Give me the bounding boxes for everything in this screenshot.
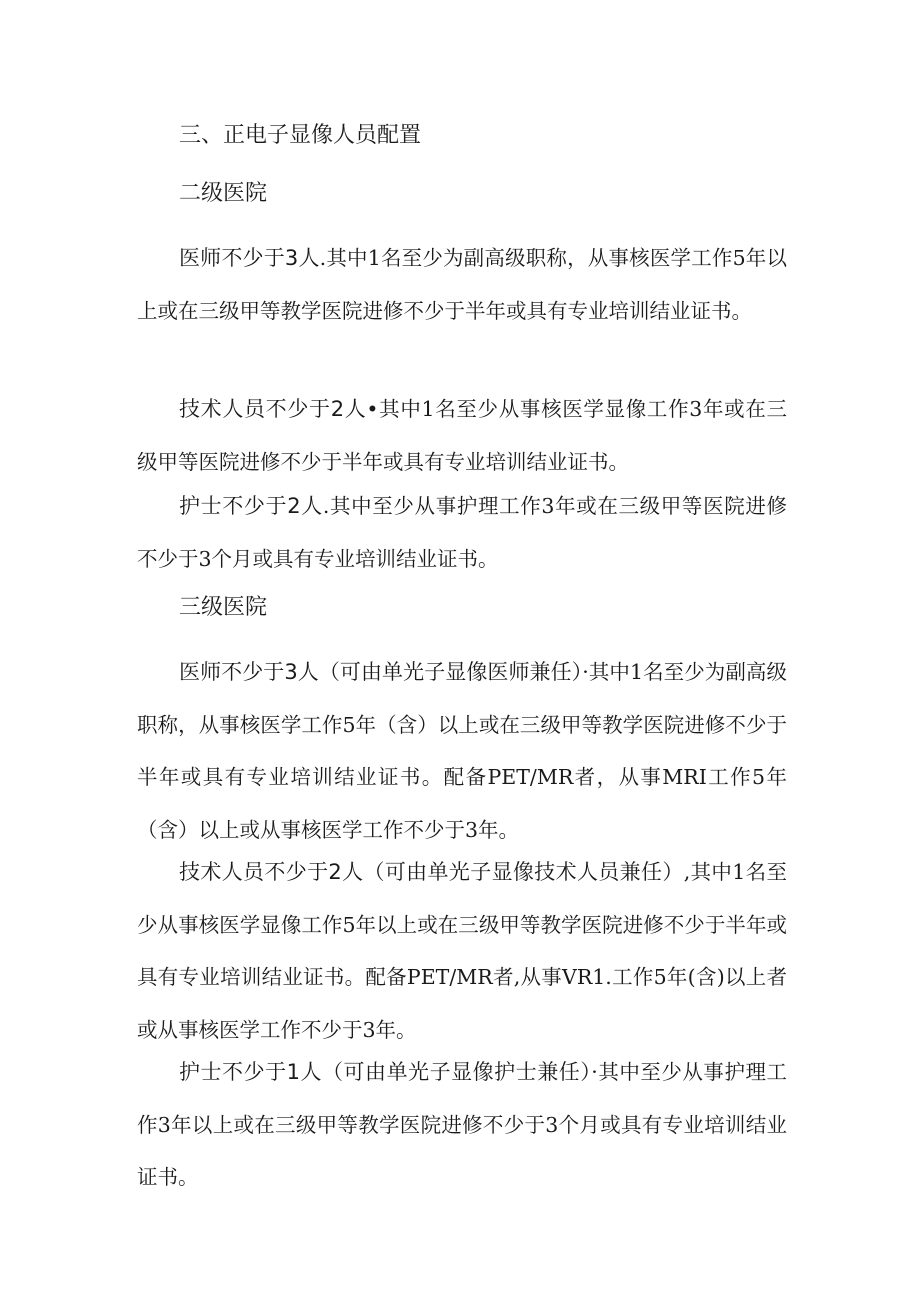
paragraph-lead: 技术人员不少于2人: [179, 397, 367, 421]
paragraph-text: ·其中1名至少为副高级职称，从事核医学工作5年（含）以上或在三级甲等教学医院进修不少于半年或具有专业培训结业证书。配备PET/MR者，从事MRI工作5年（含）以上或从事核医学工作不少于3年。: [137, 660, 788, 842]
paragraph-lead: 护士不少于1人（可由单光子显像护士兼任）: [179, 1060, 592, 1084]
paragraph-text: •其中1名至少从事核医学显像工作3年或在三级甲等医院进修不少于半年或具有专业培训结业证书。: [137, 397, 787, 474]
section-title: 三、正电子显像人员配置: [179, 123, 422, 148]
paragraph-lead: 技术人员不少于2人（可由单光子显像技术人员兼任）: [179, 860, 684, 884]
paragraph-lead: 医师不少于3人（可由单光子显像医师兼任）: [179, 660, 583, 684]
paragraph-lead: 护士不少于2人: [179, 494, 323, 518]
paragraph-lead: 医师不少于3人: [179, 246, 320, 270]
paragraph-text: ,其中1名至少从事核医学显像工作5年以上或在三级甲等教学医院进修不少于半年或具有专业培训结业证书。配备PET/MR者,从事VR1.工作5年(含)以上者或从事核医学工作不少于3年。: [137, 860, 787, 1042]
paragraph-level3-physicians: [137, 646, 787, 856]
paragraph-text: ·其中至少从事护理工作3年以上或在三级甲等教学医院进修不少于3个月或具有专业培训结业证书。: [137, 1060, 787, 1189]
paragraph-level2-technicians: [137, 383, 787, 488]
subsection-title-level3: 三级医院: [179, 595, 268, 620]
subsection-title-level2: 二级医院: [179, 181, 268, 206]
paragraph-level2-nurses: [137, 480, 787, 585]
paragraph-text: .其中至少从事护理工作3年或在三级甲等医院进修不少于3个月或具有专业培训结业证书。: [137, 494, 787, 571]
paragraph-text: .其中1名至少为副高级职称，从事核医学工作5年以上或在三级甲等教学医院进修不少于半年或具有专业培训结业证书。: [137, 246, 787, 323]
paragraph-level3-nurses: [137, 1046, 787, 1204]
paragraph-level2-physicians: [137, 232, 787, 337]
paragraph-level3-technicians: [137, 846, 787, 1056]
